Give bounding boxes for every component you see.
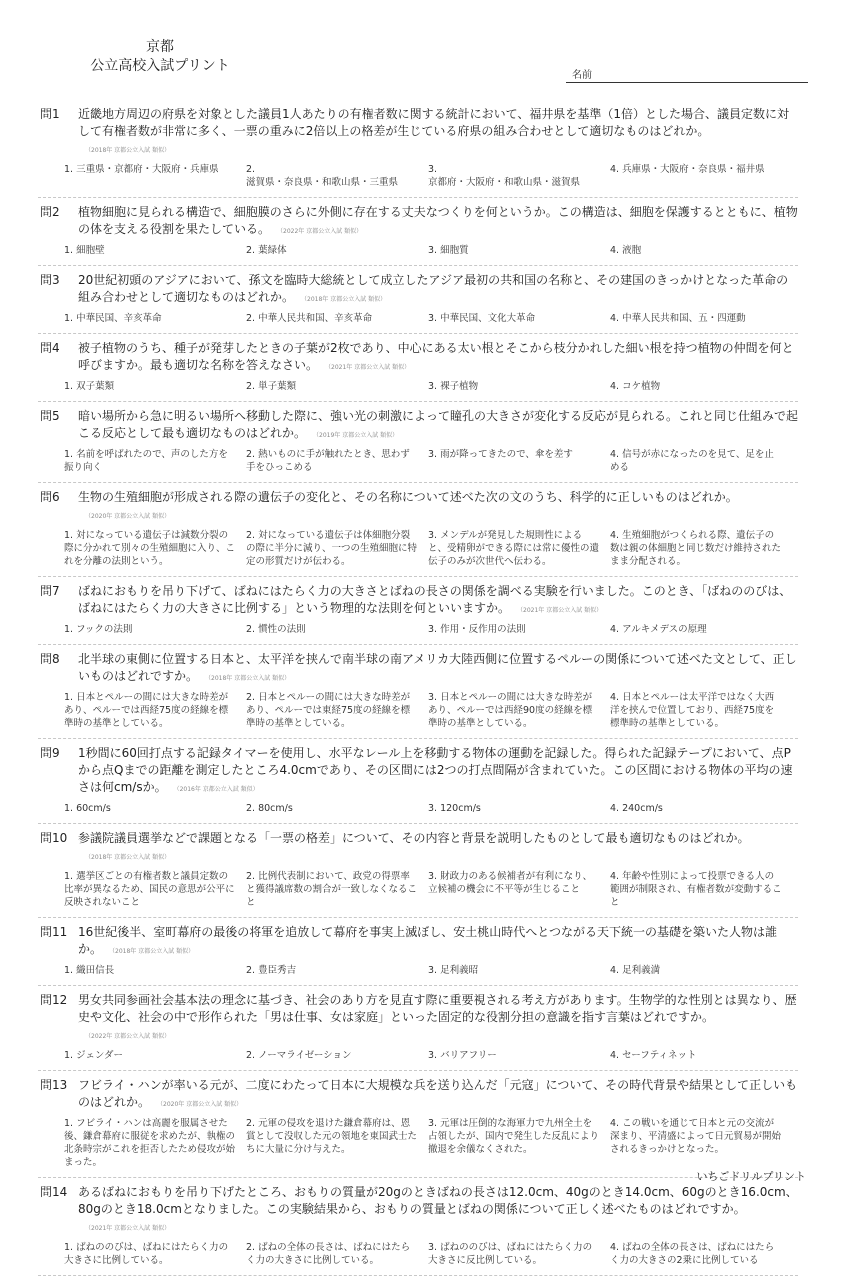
question-source-note: （2019年 京都公立入試 類似） xyxy=(316,432,399,439)
question-block xyxy=(38,824,798,918)
answer-choice-1: 1. 名前を呼ばれたので、声のした方を振り向く xyxy=(64,449,228,473)
question-number: 問13 xyxy=(40,1078,68,1092)
answer-choice-1: 1. フックの法則 xyxy=(64,624,133,635)
answer-choice-3: 3. 作用・反作用の法則 xyxy=(428,624,526,635)
answer-choice-3: 3. ばねののびは、ばねにはたらく力の大きさに反比例している。 xyxy=(428,1242,593,1266)
answer-choices xyxy=(64,380,798,393)
question-source-note: （2018年 京都公立入試 類似） xyxy=(208,675,291,682)
question-body: 植物細胞に見られる構造で、細胞膜のさらに外側に存在する丈夫なつくりを何というか。この構造は、細胞を保護するとともに、植物の体を支える役割を果たしている。 xyxy=(78,205,798,236)
question-body: 被子植物のうち、種子が発芽したときの子葉が2枚であり、中心にある太い根とそこから枝分かれした細い根を持つ植物の仲間を何と呼びますか。最も適切な名称を答えなさい。 xyxy=(78,341,794,372)
question-text xyxy=(78,745,798,798)
name-label: 名前 xyxy=(572,70,592,81)
question-body: 1秒間に60回打点する記録タイマーを使用し、水平なレール上を移動する物体の運動を記録した。得られた記録テープにおいて、点Pから点Qまでの距離を測定したところ4.0cmであり、その区間には2つの打点間隔が含まれていた。この区間における物体の平均の速さは何cm/sか。 xyxy=(78,746,793,794)
question-number: 問2 xyxy=(40,205,60,219)
answer-choice-4: 4. 中華人民共和国、五・四運動 xyxy=(610,313,746,324)
answer-choices xyxy=(64,964,798,977)
question-block xyxy=(38,198,798,266)
question-text xyxy=(78,1184,798,1237)
answer-choice-2: 2. 中華人民共和国、辛亥革命 xyxy=(246,313,373,324)
answer-choice-2: 2. ばねの全体の長さは、ばねにはたらく力の大きさに比例している。 xyxy=(246,1242,411,1266)
print-title: 公立高校入試プリント xyxy=(90,58,230,74)
answer-choice-3: 3. 足利義昭 xyxy=(428,965,479,976)
answer-choice-1: 1. 細胞壁 xyxy=(64,245,105,256)
question-body: 近畿地方周辺の府県を対象とした議員1人あたりの有権者数に関する統計において、福井県を基準（1倍）とした場合、議員定数に対して有権者数が非常に多く、一票の重みに2倍以上の格差が生じている府県の組み合わせとして適切なものはどれか。 xyxy=(78,107,790,138)
answer-choice-3: 3. 日本とペルーの間には大きな時差があり、ペルーでは西経90度の経線を標準時の基準としている。 xyxy=(428,692,593,729)
answer-choices xyxy=(64,623,798,636)
question-body: 20世紀初頭のアジアにおいて、孫文を臨時大総統として成立したアジア最初の共和国の名称と、その建国のきっかけとなった革命の組み合わせとして適切なものはどれか。 xyxy=(78,273,789,304)
answer-choice-4: 4. 兵庫県・大阪府・奈良県・福井県 xyxy=(610,164,765,175)
answer-choice-2: 2. 慣性の法則 xyxy=(246,624,306,635)
question-body: 生物の生殖細胞が形成される際の遺伝子の変化と、その名称について述べた次の文のうち、科学的に正しいものはどれか。 xyxy=(78,490,738,504)
question-body: ばねにおもりを吊り下げて、ばねにはたらく力の大きさとばねの長さの関係を調べる実験を行いました。このとき、「ばねののびは、ばねにはたらく力の大きさに比例する」という物理的な法則を何といいますか。 xyxy=(78,584,792,615)
question-body: 北半球の東側に位置する日本と、太平洋を挟んで南半球の南アメリカ大陸西側に位置するペルーの関係について述べた文として、正しいものはどれですか。 xyxy=(78,652,797,683)
answer-choices xyxy=(64,691,798,730)
question-text xyxy=(78,489,798,525)
question-text xyxy=(78,583,798,619)
question-source-note: （2022年 京都公立入試 類似） xyxy=(88,1033,171,1040)
question-text xyxy=(78,106,798,159)
question-block xyxy=(38,1178,798,1276)
question-body: フビライ・ハンが率いる元が、二度にわたって日本に大規模な兵を送り込んだ「元寇」について、その時代背景や結果として正しいものはどれか。 xyxy=(78,1078,798,1109)
answer-choice-2: 2. 葉緑体 xyxy=(246,245,287,256)
question-number: 問3 xyxy=(40,273,60,287)
question-number: 問12 xyxy=(40,993,68,1007)
question-source-note: （2018年 京都公立入試 類似） xyxy=(304,296,387,303)
question-text xyxy=(78,408,798,444)
answer-choices xyxy=(64,163,798,189)
question-source-note: （2018年 京都公立入試 類似） xyxy=(88,147,171,154)
answer-choice-3: 3. 裸子植物 xyxy=(428,381,479,392)
answer-choice-4: 4. 信号が赤になったのを見て、足を止める xyxy=(610,449,774,473)
answer-choice-4: 4. 生殖細胞がつくられる際、遺伝子の数は親の体細胞と同じ数だけ維持されたまま分配される。 xyxy=(610,530,782,567)
question-block xyxy=(38,334,798,402)
answer-choice-2: 2. 熱いものに手が触れたとき、思わず手をひっこめる xyxy=(246,449,410,473)
answer-choice-2: 2. 比例代表制において、政党の得票率と獲得議席数の割合が一致しなくなること xyxy=(246,871,418,908)
answer-choice-3: 3. 財政力のある候補者が有利になり、立候補の機会に不平等が生じること xyxy=(428,871,593,895)
answer-choice-4: 4. ばねの全体の長さは、ばねにはたらく力の大きさの2乗に比例している xyxy=(610,1242,775,1266)
question-source-note: （2020年 京都公立入試 類似） xyxy=(88,513,171,520)
question-number: 問9 xyxy=(40,746,60,760)
question-source-note: （2021年 京都公立入試 類似） xyxy=(88,1225,171,1232)
answer-choice-1: 1. 対になっている遺伝子は減数分裂の際に分かれて別々の生殖細胞に入り、これを分離の法則という。 xyxy=(64,530,236,567)
question-block xyxy=(38,402,798,483)
answer-choice-4: 4. 足利義満 xyxy=(610,965,661,976)
answer-choice-2: 2. ノーマライゼーション xyxy=(246,1050,352,1061)
answer-choice-2: 2. 80cm/s xyxy=(246,803,293,814)
question-body: 参議院議員選挙などで課題となる「一票の格差」について、その内容と背景を説明したものとして最も適切なものはどれか。 xyxy=(78,831,750,845)
question-number: 問8 xyxy=(40,652,60,666)
prefecture-title: 京都 xyxy=(146,39,174,55)
answer-choice-3: 3. 細胞質 xyxy=(428,245,469,256)
question-body: 暗い場所から急に明るい場所へ移動した際に、強い光の刺激によって瞳孔の大きさが変化する反応が見られる。これと同じ仕組みで起こる反応として最も適切なものはどれか。 xyxy=(78,409,799,440)
answer-choices xyxy=(64,1049,798,1062)
answer-choice-3: 3. 京都府・大阪府・和歌山県・滋賀県 xyxy=(428,164,581,188)
answer-choice-4: 4. 年齢や性別によって投票できる人の範囲が制限され、有権者数が変動すること xyxy=(610,871,782,908)
question-text xyxy=(78,651,798,687)
answer-choice-4: 4. コケ植物 xyxy=(610,381,661,392)
question-number: 問11 xyxy=(40,925,68,939)
question-body: あるばねにおもりを吊り下げたところ、おもりの質量が20gのときばねの長さは12.0cm、40gのとき14.0cm、60gのとき16.0cm、80gのとき18.0cmとなりました。この実験結果から、おもりの質量とばねの関係について正しく述べたものはどれですか。 xyxy=(78,1185,798,1216)
answer-choice-2: 2. 元軍の侵攻を退けた鎌倉幕府は、恩賞として没収した元の領地を東国武士たちに大量に分け与えた。 xyxy=(246,1118,418,1155)
question-source-note: （2020年 京都公立入試 類似） xyxy=(160,1101,243,1108)
question-number: 問5 xyxy=(40,409,60,423)
question-list xyxy=(38,100,798,1276)
answer-choice-4: 4. 液胞 xyxy=(610,245,642,256)
question-number: 問7 xyxy=(40,584,60,598)
answer-choices xyxy=(64,312,798,325)
question-source-note: （2021年 京都公立入試 類似） xyxy=(328,364,411,371)
answer-choice-4: 4. この戦いを通じて日本と元の交流が深まり、平清盛によって日元貿易が開始されるきっかけとなった。 xyxy=(610,1118,782,1155)
answer-choice-2: 2. 豊臣秀吉 xyxy=(246,965,297,976)
answer-choice-1: 1. 中華民国、辛亥革命 xyxy=(64,313,162,324)
answer-choice-1: 1. フビライ・ハンは高麗を服属させた後、鎌倉幕府に服従を求めたが、執権の北条時宗がこれを拒否したため侵攻が始まった。 xyxy=(64,1118,236,1168)
question-body: 男女共同参画社会基本法の理念に基づき、社会のあり方を見直す際に重要視される考え方があります。生物学的な性別とは異なり、歴史や文化、社会の中で形作られた「男は仕事、女は家庭」といった固定的な役割分担の意識を指す言葉はどれですか。 xyxy=(78,993,797,1024)
question-text xyxy=(78,1077,798,1113)
answer-choice-3: 3. 120cm/s xyxy=(428,803,481,814)
question-block xyxy=(38,577,798,645)
question-text xyxy=(78,924,798,960)
question-block xyxy=(38,918,798,986)
footer-brand: いちごドリルプリント xyxy=(696,1170,806,1183)
question-number: 問4 xyxy=(40,341,60,355)
question-body: 16世紀後半、室町幕府の最後の将軍を追放して幕府を事実上滅ぼし、安土桃山時代へとつながる天下統一の基礎を築いた人物は誰か。 xyxy=(78,925,778,956)
answer-choices xyxy=(64,529,798,568)
answer-choices xyxy=(64,802,798,815)
question-text xyxy=(78,992,798,1045)
answer-choice-3: 3. 元軍は圧倒的な海軍力で九州全土を占領したが、国内で発生した反乱により撤退を余儀なくされた。 xyxy=(428,1118,600,1155)
question-number: 問10 xyxy=(40,831,68,845)
answer-choice-3: 3. メンデルが発見した規則性によると、受精卵ができる際には常に優性の遺伝子のみが次世代へ伝わる。 xyxy=(428,530,600,567)
question-number: 問14 xyxy=(40,1185,68,1199)
question-block xyxy=(38,266,798,334)
answer-choices xyxy=(64,1117,798,1169)
answer-choices xyxy=(64,244,798,257)
answer-choice-4: 4. 240cm/s xyxy=(610,803,663,814)
question-block xyxy=(38,739,798,824)
answer-choice-1: 1. 日本とペルーの間には大きな時差があり、ペルーでは西経75度の経線を標準時の基準としている。 xyxy=(64,692,229,729)
question-source-note: （2018年 京都公立入試 類似） xyxy=(88,854,171,861)
question-source-note: （2022年 京都公立入試 類似） xyxy=(280,228,363,235)
question-text xyxy=(78,272,798,308)
answer-choice-3: 3. バリアフリー xyxy=(428,1050,497,1061)
answer-choice-1: 1. 三重県・京都府・大阪府・兵庫県 xyxy=(64,164,219,175)
answer-choice-4: 4. セーフティネット xyxy=(610,1050,697,1061)
answer-choice-1: 1. 双子葉類 xyxy=(64,381,115,392)
answer-choice-1: 1. ばねののびは、ばねにはたらく力の大きさに比例している。 xyxy=(64,1242,229,1266)
question-text xyxy=(78,830,798,866)
question-source-note: （2021年 京都公立入試 類似） xyxy=(520,607,603,614)
answer-choice-1: 1. 織田信長 xyxy=(64,965,115,976)
answer-choice-1: 1. 選挙区ごとの有権者数と議員定数の比率が異なるため、国民の意思が公平に反映されないこと xyxy=(64,871,235,908)
question-text xyxy=(78,204,798,240)
answer-choice-3: 3. 中華民国、文化大革命 xyxy=(428,313,536,324)
question-number: 問1 xyxy=(40,107,60,121)
answer-choice-2: 2. 日本とペルーの間には大きな時差があり、ペルーでは東経75度の経線を標準時の基準としている。 xyxy=(246,692,411,729)
answer-choice-2: 2. 単子葉類 xyxy=(246,381,297,392)
question-block xyxy=(38,986,798,1071)
question-source-note: （2018年 京都公立入試 類似） xyxy=(112,948,195,955)
answer-choice-2: 2. 滋賀県・奈良県・和歌山県・三重県 xyxy=(246,164,399,188)
answer-choices xyxy=(64,870,798,909)
question-text xyxy=(78,340,798,376)
question-source-note: （2016年 京都公立入試 類似） xyxy=(176,786,259,793)
answer-choice-4: 4. アルキメデスの原理 xyxy=(610,624,707,635)
answer-choice-1: 1. 60cm/s xyxy=(64,803,111,814)
worksheet-title xyxy=(60,38,260,76)
answer-choice-2: 2. 対になっている遺伝子は体細胞分裂の際に半分に減り、一つの生殖細胞に特定の形質だけが伝わる。 xyxy=(246,530,418,567)
answer-choice-1: 1. ジェンダー xyxy=(64,1050,124,1061)
name-write-line xyxy=(566,82,808,83)
question-block xyxy=(38,645,798,739)
question-block xyxy=(38,1071,798,1178)
question-block xyxy=(38,483,798,577)
answer-choice-3: 3. 雨が降ってきたので、傘を差す xyxy=(428,449,573,460)
answer-choices xyxy=(64,448,798,474)
question-number: 問6 xyxy=(40,490,60,504)
answer-choices xyxy=(64,1241,798,1267)
answer-choice-4: 4. 日本とペルーは太平洋ではなく大西洋を挟んで位置しており、西経75度を標準時の基準としている。 xyxy=(610,692,775,729)
question-block xyxy=(38,100,798,198)
